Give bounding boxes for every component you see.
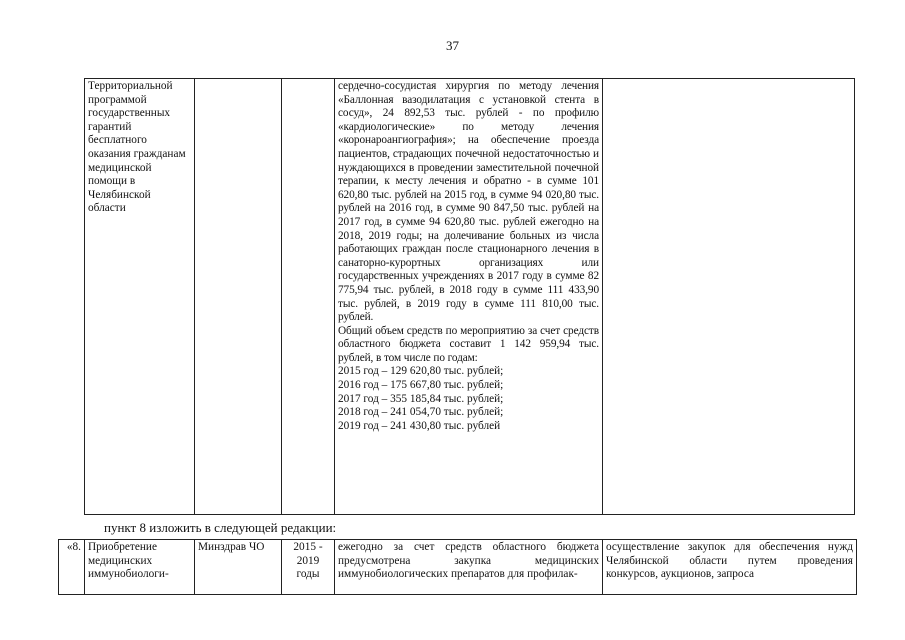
year-amount-2018: 2018 год – 241 054,70 тыс. рублей; xyxy=(338,406,504,419)
program-cell: Территориальной программой государственных гарантий бесплатного оказания гражданам медицинской помощи в Челябинской области xyxy=(85,79,195,515)
table-row xyxy=(59,540,857,595)
item-funding: ежегодно за счет средств областного бюджета предусмотрена закупка медицинских иммунобиологических препаратов для профилак- xyxy=(335,540,603,595)
item-executor: Минздрав ЧО xyxy=(195,540,282,595)
funding-description: сердечно-сосудистая хирургия по методу лечения «Баллонная вазодилатация с установкой стента в сосуд», 24 892,53 тыс. рублей - по профилю «кардиологические» по методу лечения «коронароангиография»; на обеспечение проезда пациентов, страдающих почечной недостаточностью и нуждающихся в проведении заместительной почечной терапии, к месту лечения и обратно - в сумме 101 620,80 тыс. рублей на 2015 год, в сумме 94 020,80 тыс. рублей на 2016 год, в сумме 90 847,50 тыс. рублей на 2017 год, в сумме 94 620,80 тыс. рублей ежегодно на 2018, 2019 годы; на долечивание больных из числа работающих граждан после стационарного лечения в санаторно-курортных организациях или государственных учреждениях в 2017 году в сумме 82 775,94 тыс. рублей, в 2018 году в сумме 111 433,90 тыс. рублей, в 2019 году в сумме 111 810,00 тыс. рублей. xyxy=(338,80,599,324)
result-cell-empty xyxy=(603,79,855,515)
item-period: 2015 - 2019 годы xyxy=(282,540,335,595)
total-volume-text: Общий объем средств по мероприятию за счет средств областного бюджета составит 1 142 959,94 тыс. рублей, в том числе по годам: xyxy=(338,324,599,364)
year-amount-2017: 2017 год – 355 185,84 тыс. рублей; xyxy=(338,392,504,405)
item-result: осуществление закупок для обеспечения нужд Челябинской области путем проведения конкурсов, аукционов, запроса xyxy=(603,540,857,595)
period-cell-empty xyxy=(282,79,335,515)
measures-table-continued xyxy=(84,78,855,515)
page-number: 37 xyxy=(446,38,459,53)
executor-cell-empty xyxy=(195,79,282,515)
item-number: «8. xyxy=(59,540,85,595)
funding-description-cell xyxy=(335,79,603,515)
redaction-instruction: пункт 8 изложить в следующей редакции: xyxy=(104,520,337,535)
year-amount-2016: 2016 год – 175 667,80 тыс. рублей; xyxy=(338,379,504,392)
measures-table-item-8 xyxy=(58,539,857,595)
year-amount-2015: 2015 год – 129 620,80 тыс. рублей; xyxy=(338,365,504,378)
table-row xyxy=(85,79,855,515)
year-amount-2019: 2019 год – 241 430,80 тыс. рублей xyxy=(338,419,501,432)
item-name: Приобретение медицинских иммунобиологи- xyxy=(85,540,195,595)
